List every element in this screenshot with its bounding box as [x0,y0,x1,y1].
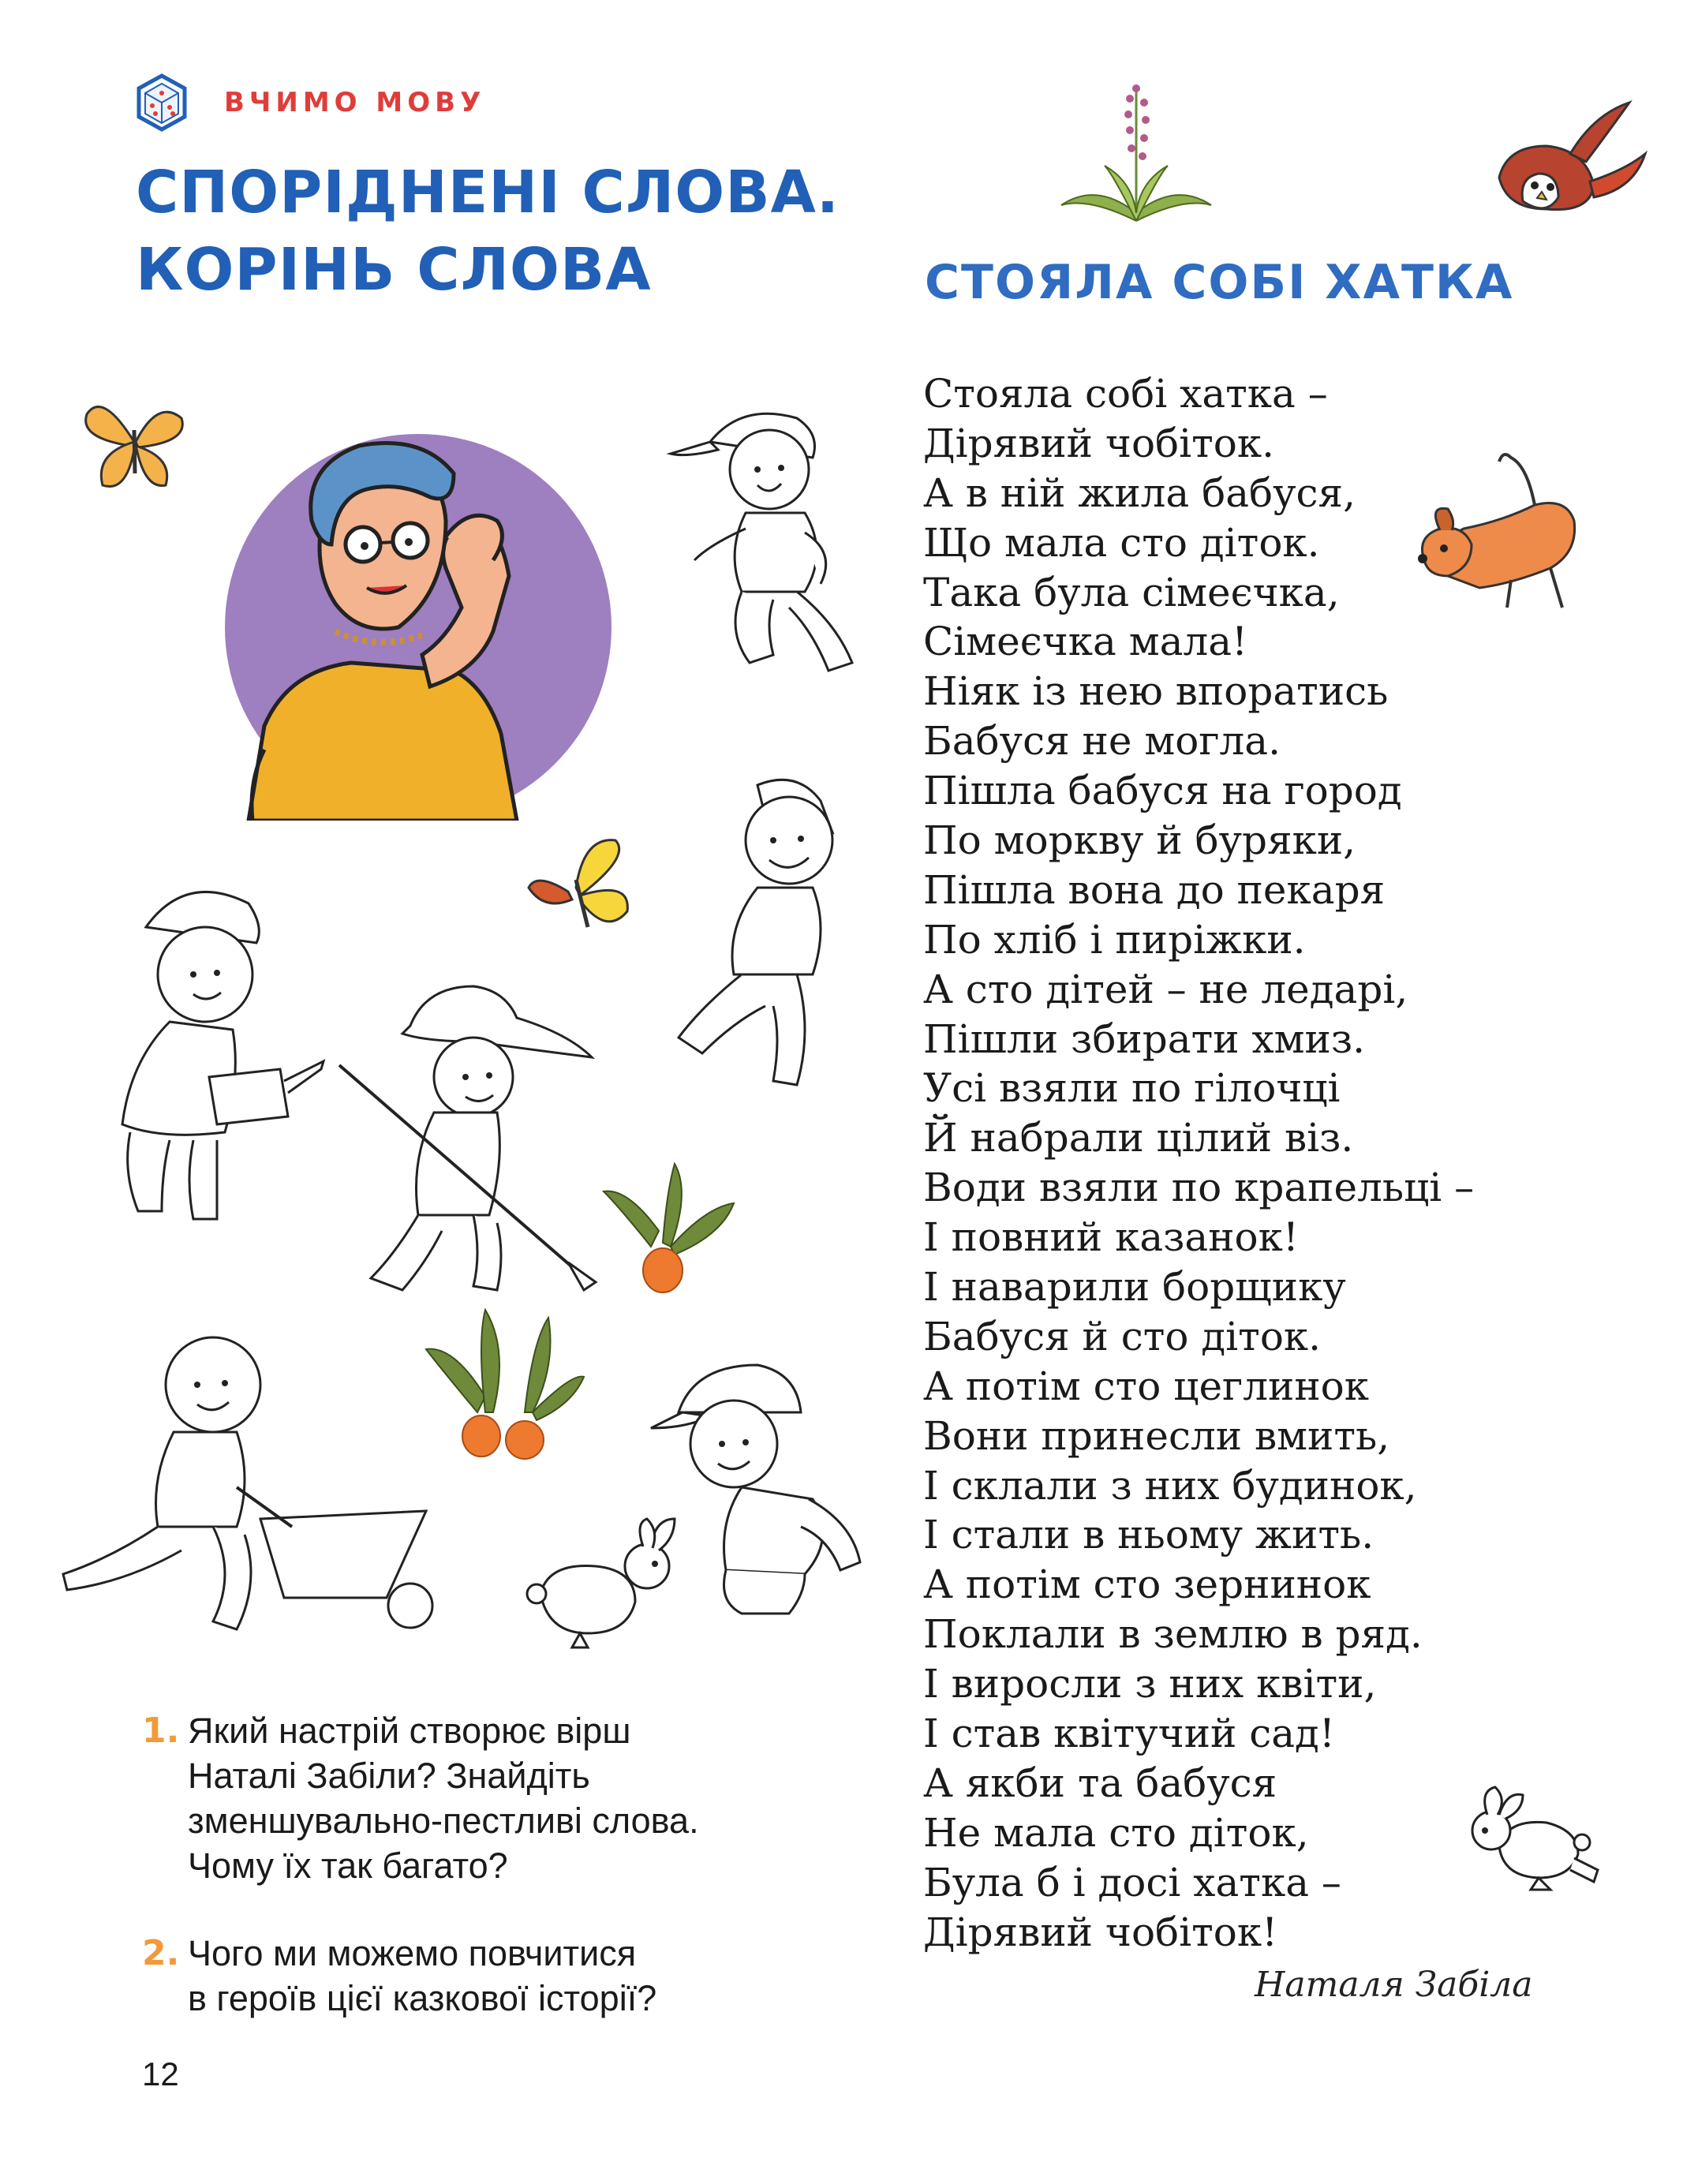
poem-line: Бабуся не могла. [923,718,1281,765]
boy-sowing-illustration [663,395,884,686]
boy-wheelbarrow-illustration [55,1314,458,1645]
poem-line: Пішли збирати хмиз. [923,1015,1366,1062]
poem-line: Бабуся й сто діток. [923,1313,1322,1359]
poem-line: А потім сто цеглинок [923,1363,1369,1409]
dice-cube-icon [134,73,189,133]
poem-line: Й набрали цілий віз. [923,1115,1354,1161]
poem-line: Ніяк із нею впоратись [923,668,1389,715]
boy-crouching-illustration [647,1341,884,1617]
question-line: Чого ми можемо повчитися [188,1933,637,1973]
section-label: ВЧИМО МОВУ [224,87,486,118]
rabbit-illustration [1460,1783,1602,1894]
poem-line: І стали в ньому жить. [923,1512,1374,1558]
butterfly-illustration [71,383,197,501]
poem-line: Вони принесли вмить, [923,1412,1390,1459]
poem-line: А якби та бабуся [923,1760,1277,1806]
dog-illustration [1416,442,1598,615]
question-number: 1. [142,1711,180,1751]
question-number: 2. [142,1933,180,1973]
bird-illustration [1491,99,1649,249]
question-text [188,1931,656,2021]
poem-author: Наталя Забіла [1255,1965,1533,2005]
poem-line: Не мала сто діток, [923,1809,1309,1856]
poem-line: Була б і досі хатка – [923,1859,1341,1905]
poem-line: Така була сімеєчка, [923,569,1340,615]
poem-line: Що мала сто діток. [923,519,1320,566]
question-line: зменшувально-пестливі слова. [188,1801,699,1841]
poem-line: Дірявий чобіток. [923,420,1275,466]
poem-line: А в ній жила бабуся, [923,469,1356,516]
question-line: Який настрій створює вірш [188,1711,631,1751]
lesson-title-line: КОРІНЬ СЛОВА [136,236,652,304]
poem-line: І повний казанок! [923,1214,1300,1261]
boy-with-carrots-illustration [655,769,876,1116]
question-2 [142,1931,656,2021]
butterfly-illustration [521,825,639,943]
question-line: Чому їх так багато? [188,1846,508,1886]
poem-line: По хліб і пиріжки. [923,916,1306,963]
lesson-title-line: СПОРІДНЕНІ СЛОВА. [136,159,840,226]
question-text [188,1708,699,1888]
carrot-illustration [596,1160,738,1302]
poem-line: І склали з них будинок, [923,1462,1417,1509]
lesson-title [136,154,840,309]
question-1 [142,1708,699,1888]
page-number: 12 [142,2055,179,2092]
poem-text [923,369,1474,1958]
poem-line: Поклали в землю в ряд. [923,1611,1423,1658]
poem-line: Води взяли по крапельці – [923,1165,1475,1211]
poem-line: Пішла вона до пекаря [923,866,1386,913]
girl-watering-illustration [99,872,327,1235]
poem-line: Пішла бабуся на город [923,768,1402,814]
poem-line: Стояла собі хатка – [923,371,1328,417]
poem-line: Усі взяли по гілочці [923,1065,1341,1112]
grandma-illustration [217,434,611,828]
poem-line: Дірявий чобіток! [923,1909,1278,1955]
poem-line: Сімеєчка мала! [923,619,1248,665]
boy-hoeing-illustration [331,970,615,1302]
poem-line: А сто дітей – не ледарі, [923,966,1408,1012]
poem-title: СТОЯЛА СОБІ ХАТКА [925,255,1514,310]
poem-line: А потім сто зернинок [923,1561,1371,1608]
poem-line: І став квітучий сад! [923,1711,1335,1757]
question-line: в героїв цієї казкової історії? [188,1978,657,2018]
poem-line: По моркву й буряки, [923,817,1356,864]
poem-line: І виросли з них квіти, [923,1661,1377,1707]
question-line: Наталі Забіли? Знайдіть [188,1756,590,1796]
section-tag [134,73,485,133]
poem-line: І наварили борщику [923,1264,1346,1311]
plant-illustration [1057,79,1215,229]
